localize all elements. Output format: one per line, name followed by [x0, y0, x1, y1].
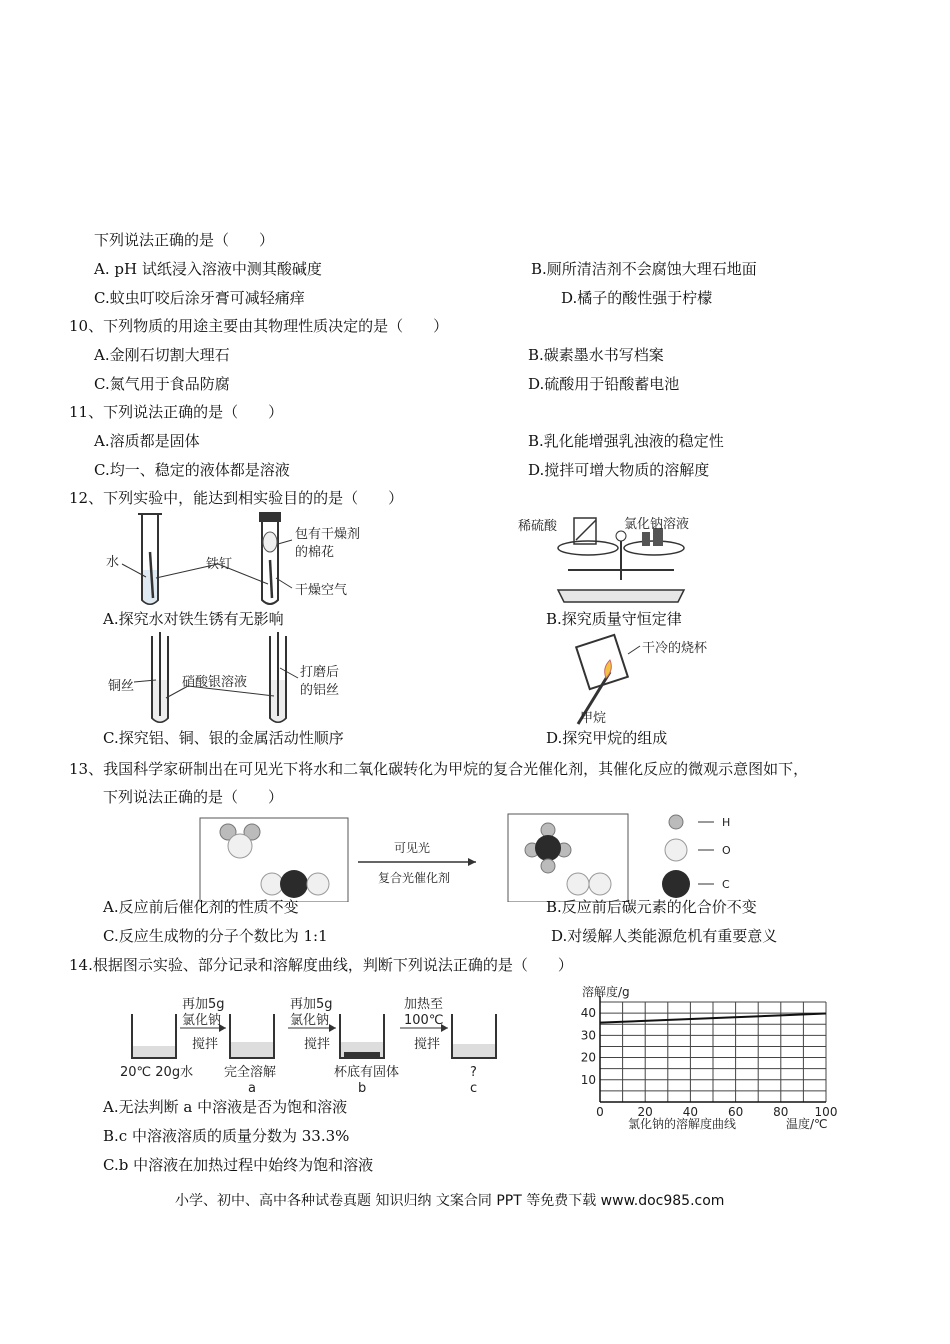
q10-option-b: B.碳素墨水书写档案 — [528, 346, 664, 364]
q12-option-c: C.探究铝、铜、银的金属活动性顺序 — [103, 729, 344, 747]
label-cold-beaker: 干冷的烧杯 — [642, 641, 708, 656]
q9-stem: 下列说法正确的是（ ） — [94, 231, 275, 249]
label-water: 水 — [106, 555, 120, 570]
figure-methane-combustion — [540, 632, 740, 730]
label-desiccant-cotton-1: 包有干燥剂 — [295, 527, 361, 542]
y-tick-label: 20 — [580, 1050, 596, 1065]
q11-option-c: C.均一、稳定的液体都是溶液 — [94, 461, 290, 479]
label-agno3-solution: 硝酸银溶液 — [182, 675, 248, 690]
label-a: a — [248, 1081, 256, 1096]
legend-hydrogen: H — [722, 816, 731, 829]
label-c-unknown: ? — [470, 1065, 477, 1080]
nacl-solubility-chart — [570, 980, 860, 1138]
step2-add-5g: 再加5g — [290, 997, 333, 1012]
step1-stir: 搅拌 — [192, 1037, 219, 1052]
x-tick-label: 40 — [682, 1105, 699, 1119]
label-c: c — [470, 1081, 478, 1096]
q12-stem: 12、下列实验中，能达到相实验目的的是（ ） — [69, 489, 404, 507]
x-tick-label: 100 — [814, 1105, 838, 1119]
q11-stem: 11、下列说法正确的是（ ） — [69, 403, 284, 421]
label-dilute-sulfuric-acid: 稀硫酸 — [518, 519, 558, 534]
q11-option-b: B.乳化能增强乳浊液的稳定性 — [528, 432, 724, 450]
label-dry-air: 干燥空气 — [295, 583, 348, 598]
q9-option-d: D.橘子的酸性强于柠檬 — [561, 289, 713, 307]
q14-option-b: B.c 中溶液溶质的质量分数为 33.3% — [103, 1127, 350, 1145]
q13-option-c: C.反应生成物的分子个数比为 1:1 — [103, 927, 328, 945]
x-tick-label: 60 — [727, 1105, 744, 1119]
q11-option-d: D.搅拌可增大物质的溶解度 — [528, 461, 710, 479]
figure-dissolving-experiment — [118, 994, 508, 1100]
label-start-20c-20g-water: 20℃ 20g水 — [120, 1065, 194, 1080]
step2-stir: 搅拌 — [304, 1037, 331, 1052]
label-polished-al-2: 的铝丝 — [300, 683, 340, 698]
y-tick-label: 40 — [580, 1006, 596, 1021]
figure-balance — [508, 510, 708, 612]
label-iron-nail: 铁钉 — [206, 557, 233, 572]
step2-nacl: 氯化钠 — [290, 1013, 330, 1028]
label-photocatalyst: 复合光催化剂 — [378, 871, 451, 885]
step3-stir: 搅拌 — [414, 1037, 441, 1052]
label-methane: 甲烷 — [580, 711, 607, 726]
x-tick-label: 80 — [773, 1105, 789, 1119]
step1-add-5g: 再加5g — [182, 997, 225, 1012]
y-tick-label: 10 — [580, 1072, 596, 1087]
chart-xlabel: 温度/℃ — [786, 1117, 828, 1131]
q12-option-b: B.探究质量守恒定律 — [546, 610, 682, 628]
label-visible-light: 可见光 — [394, 841, 431, 855]
q13-option-b: B.反应前后碳元素的化合价不变 — [546, 898, 757, 916]
step3-100c: 100℃ — [404, 1013, 444, 1028]
q10-option-c: C.氮气用于食品防腐 — [94, 375, 230, 393]
q13-stem-2: 下列说法正确的是（ ） — [103, 788, 284, 806]
label-b-solid-at-bottom: 杯底有固体 — [334, 1065, 400, 1080]
legend-oxygen: O — [722, 844, 731, 857]
q13-stem-1: 13、我国科学家研制出在可见光下将水和二氧化碳转化为甲烷的复合光催化剂，其催化反应的微观示意图如下， — [69, 760, 809, 778]
chart-grid — [600, 996, 826, 1102]
q10-option-d: D.硫酸用于铅酸蓄电池 — [528, 375, 680, 393]
label-b: b — [358, 1081, 367, 1096]
q14-option-c: C.b 中溶液在加热过程中始终为饱和溶液 — [103, 1156, 374, 1174]
x-tick-label: 0 — [596, 1105, 604, 1119]
y-tick-label: 30 — [580, 1028, 596, 1043]
legend-carbon: C — [722, 878, 730, 891]
chart-title: 氯化钠的溶解度曲线 — [628, 1117, 737, 1131]
figure-metal-activity — [104, 632, 384, 728]
page-footer: 小学、初中、高中各种试卷真题 知识归纳 文案合同 PPT 等免费下载 www.doc985.com — [175, 1193, 725, 1209]
q13-option-a: A.反应前后催化剂的性质不变 — [103, 898, 299, 916]
label-a-dissolved: 完全溶解 — [224, 1065, 277, 1080]
q9-option-b: B.厕所清洁剂不会腐蚀大理石地面 — [531, 260, 757, 278]
step3-heat-to: 加热至 — [404, 997, 444, 1012]
figure-iron-rust — [100, 512, 420, 610]
q13-option-d: D.对缓解人类能源危机有重要意义 — [551, 927, 778, 945]
q14-option-a: A.无法判断 a 中溶液是否为饱和溶液 — [103, 1098, 348, 1116]
q9-option-a: A. pH 试纸浸入溶液中测其酸碱度 — [94, 260, 322, 278]
label-copper-wire: 铜丝 — [108, 679, 135, 694]
q12-option-a: A.探究水对铁生锈有无影响 — [103, 610, 284, 628]
q9-option-c: C.蚊虫叮咬后涂牙膏可减轻痛痒 — [94, 289, 305, 307]
label-polished-al-1: 打磨后 — [300, 665, 340, 680]
step1-nacl: 氯化钠 — [182, 1013, 222, 1028]
chart-ylabel: 溶解度/g — [582, 985, 630, 999]
q14-stem: 14.根据图示实验、部分记录和溶解度曲线，判断下列说法正确的是（ ） — [69, 956, 573, 974]
q10-option-a: A.金刚石切割大理石 — [94, 346, 230, 364]
figure-catalysis-microview — [198, 810, 758, 902]
q11-option-a: A.溶质都是固体 — [94, 432, 200, 450]
label-nacl-solution: 氯化钠溶液 — [624, 517, 690, 532]
label-desiccant-cotton-2: 的棉花 — [295, 545, 335, 560]
x-tick-label: 20 — [637, 1105, 653, 1119]
q12-option-d: D.探究甲烷的组成 — [546, 729, 668, 747]
q10-stem: 10、下列物质的用途主要由其物理性质决定的是（ ） — [69, 317, 449, 335]
